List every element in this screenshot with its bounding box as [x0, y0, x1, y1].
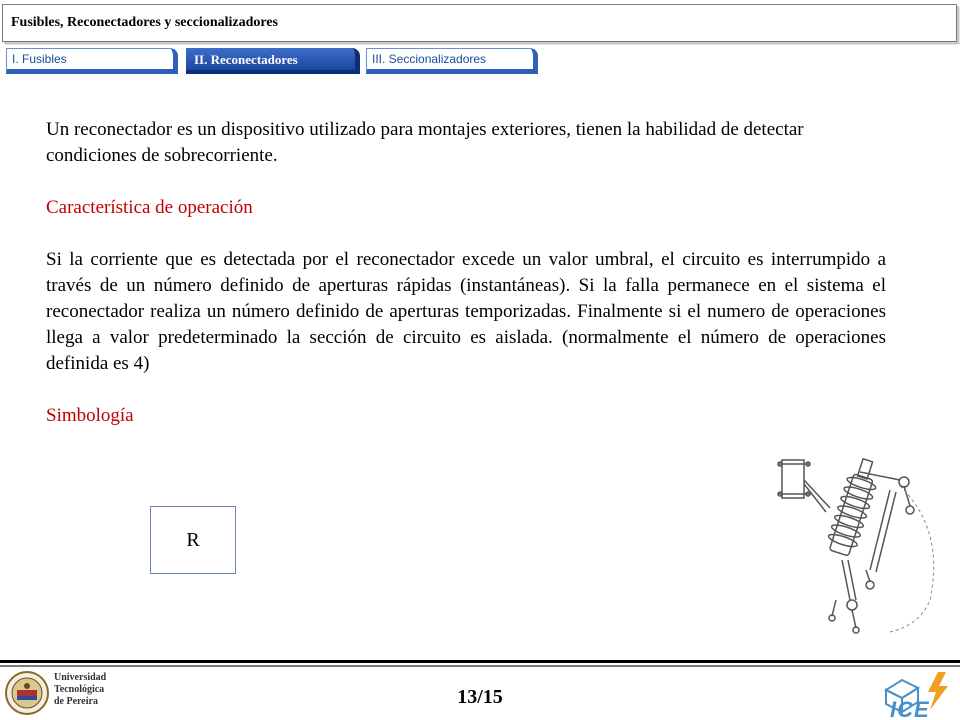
slide-content [46, 117, 886, 429]
page-number: 13/15 [457, 686, 503, 708]
recloser-symbol [150, 506, 236, 574]
title-bar [2, 4, 957, 42]
presentation-title: Fusibles, Reconectadores y seccionalizadores [11, 15, 279, 30]
symbology-heading: Simbología [46, 405, 134, 426]
intro-paragraph: Un reconectador es un dispositivo utilizado para montajes exteriores, tienen la habilidad de detectar condiciones de sobrecorriente. [46, 119, 804, 166]
university-name: Universidad Tecnológica de Pereira [54, 672, 107, 707]
tab-seccionalizadores[interactable]: III. Seccionalizadores [366, 48, 538, 74]
operation-heading: Característica de operación [46, 197, 253, 218]
tab-reconectadores[interactable]: II. Reconectadores [186, 48, 360, 74]
tab-fusibles[interactable]: I. Fusibles [6, 48, 178, 74]
symbol-label: R [186, 528, 200, 551]
recloser-illustration [770, 450, 945, 635]
operation-paragraph: Si la corriente que es detectada por el reconectador excede un valor umbral, el circuito es interrumpido a través de un número definido de aperturas rápidas (instantáneas). Si la falla permanece en el sistema el reconectador realiza un número definido de aperturas temporizadas. Finalmente si el numero de operaciones llega a valor predeterminado la sección de circuito es aislada. (normalmente el número de operaciones definida es 4) [46, 249, 886, 374]
ice-logo-text: ICE [890, 697, 930, 720]
footer-divider-shadow [0, 665, 960, 667]
footer-divider [0, 660, 960, 663]
